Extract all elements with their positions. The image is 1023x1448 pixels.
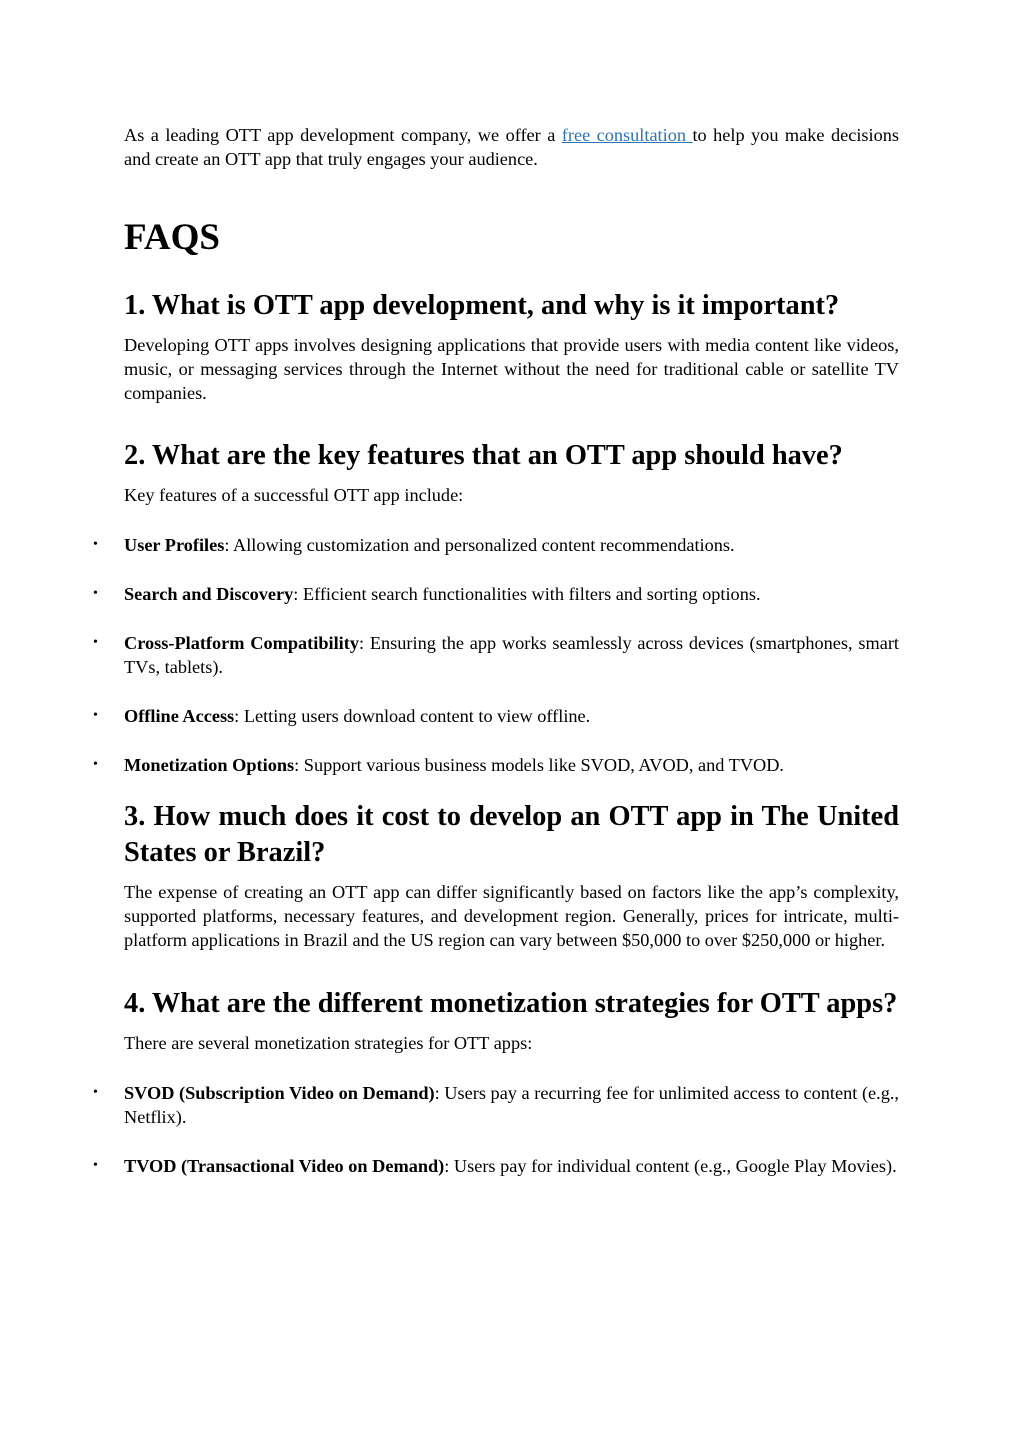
question-4-heading: 4. What are the different monetization strategies for OTT apps? [124, 988, 898, 1019]
list-item [93, 631, 899, 679]
list-item-term: SVOD (Subscription Video on Demand) [124, 1083, 435, 1103]
bullet-icon: • [93, 708, 98, 723]
intro-text-after: to help you make decisions and create an OTT app that truly engages your audience. [124, 125, 899, 169]
list-item-text: : Users pay a recurring fee for unlimited access to content (e.g., Netflix). [124, 1083, 899, 1127]
bullet-icon: • [93, 586, 98, 601]
key-features-list [93, 533, 899, 777]
list-item-term: Cross-Platform Compatibility [124, 633, 359, 653]
list-item [93, 704, 899, 728]
list-item [93, 753, 899, 777]
question-1-answer: Developing OTT apps involves designing applications that provide users with media content like videos, music, or messaging services through the Internet without the need for traditional cable or satellite TV companies. [124, 335, 899, 403]
list-item [93, 533, 899, 557]
list-item-text: : Efficient search functionalities with filters and sorting options. [293, 584, 761, 604]
list-item [93, 1154, 899, 1178]
list-item-term: TVOD (Transactional Video on Demand) [124, 1156, 445, 1176]
bullet-icon: • [93, 1158, 98, 1173]
question-2-heading: 2. What are the key features that an OTT app should have? [124, 440, 843, 471]
question-4-answer: There are several monetization strategies for OTT apps: [124, 1033, 533, 1053]
document-page [93, 123, 899, 1178]
question-3-answer: The expense of creating an OTT app can differ significantly based on factors like the app’s complexity, supported platforms, necessary features, and development region. Generally, prices for intricate, multi-platform applications in Brazil and the US region can vary between $50,000 to over $250,000 or higher. [124, 882, 899, 950]
monetization-strategies-list [93, 1081, 899, 1178]
question-2-answer: Key features of a successful OTT app include: [124, 485, 464, 505]
bullet-icon: • [93, 537, 98, 552]
list-item-term: Monetization Options [124, 755, 295, 775]
bullet-icon: • [93, 757, 98, 772]
list-item-term: User Profiles [124, 535, 225, 555]
question-1-heading: 1. What is OTT app development, and why is it important? [124, 290, 840, 321]
list-item-term: Offline Access [124, 706, 235, 726]
intro-text-before: As a leading OTT app development company, we offer a [124, 125, 562, 145]
list-item-text: : Allowing customization and personalized content recommendations. [224, 535, 735, 555]
question-3-heading: 3. How much does it cost to develop an OTT app in The United States or Brazil? [124, 801, 899, 868]
list-item [93, 582, 899, 606]
free-consultation-link[interactable]: free consultation [561, 125, 693, 145]
list-item-term: Search and Discovery [124, 584, 294, 604]
list-item-text: : Users pay for individual content (e.g., Google Play Movies). [444, 1156, 897, 1176]
bullet-icon: • [93, 635, 98, 650]
list-item [93, 1081, 899, 1129]
bullet-icon: • [93, 1085, 98, 1100]
list-item-text: : Support various business models like SVOD, AVOD, and TVOD. [294, 755, 784, 775]
faqs-title: FAQS [124, 217, 220, 258]
intro-paragraph [124, 123, 899, 171]
list-item-text: : Ensuring the app works seamlessly across devices (smartphones, smart TVs, tablets). [124, 633, 899, 677]
list-item-text: : Letting users download content to view offline. [234, 706, 591, 726]
